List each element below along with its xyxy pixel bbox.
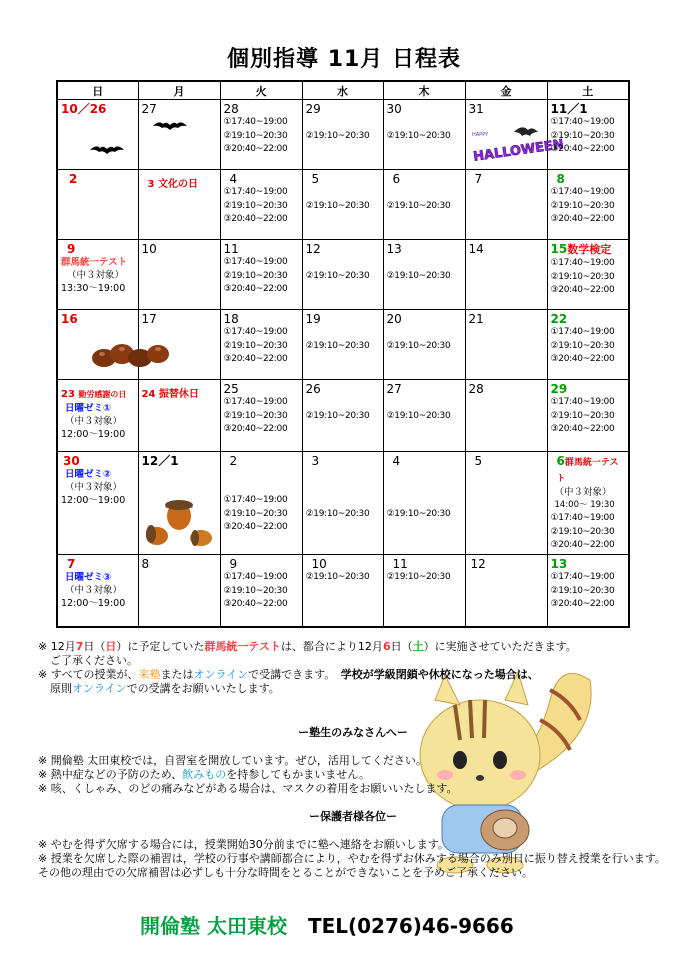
week-row <box>57 452 629 555</box>
day-number: 12 <box>470 557 486 571</box>
day-cell <box>465 380 547 452</box>
slot-3: ③20:40~22:00 <box>550 354 615 364</box>
day-cell <box>383 452 465 555</box>
day-cell <box>302 240 383 310</box>
event-time: 12:00～19:00 <box>61 429 126 440</box>
slot-3: ③20:40~22:00 <box>223 424 288 434</box>
slot-2: ②19:10~20:30 <box>223 270 288 281</box>
day-cell <box>465 240 547 310</box>
day-number: 10／26 <box>61 102 107 116</box>
slot-3: ③20:40~22:00 <box>223 599 288 609</box>
bat-icon <box>90 142 124 156</box>
slot-1: ①17:40~19:00 <box>223 327 288 337</box>
slot-1: ①17:40~19:00 <box>223 257 288 267</box>
notes-section <box>38 640 668 880</box>
day-number: 28 <box>468 382 484 396</box>
event-target: （中３対象） <box>554 487 612 498</box>
weekday-fri: 金 <box>465 81 547 100</box>
note-exam-reschedule-cont: ご了承ください。 <box>50 654 138 667</box>
slot-1: ①17:40~19:00 <box>550 117 615 127</box>
event-target: （中３対象） <box>65 585 123 596</box>
day-number: 10 <box>141 242 157 256</box>
day-number: 16 <box>61 312 78 326</box>
slot-2: ②19:10~20:30 <box>305 572 370 582</box>
weekday-sat: 土 <box>547 81 629 100</box>
day-cell <box>383 555 465 627</box>
weekday-wed: 水 <box>302 81 383 100</box>
footer <box>140 910 514 939</box>
event-target: （中３対象） <box>65 482 123 493</box>
day-number: 9 <box>229 557 238 571</box>
day-cell <box>138 380 220 452</box>
day-cell <box>138 240 220 310</box>
day-number: 18 <box>223 312 239 326</box>
parent-note-1: ※ やむを得ず欠席する場合には，授業開始30分前までに塾へ連絡をお願いします。 <box>38 838 449 851</box>
day-number: 30 <box>386 102 402 116</box>
week-row <box>57 555 629 627</box>
day-number: 6 <box>392 172 401 186</box>
slot-2: ②19:10~20:30 <box>223 130 288 141</box>
note-online-cont: 原則オンラインでの受講をお願いいたします。 <box>50 682 280 695</box>
day-cell <box>383 170 465 240</box>
day-cell <box>302 555 383 627</box>
slot-2: ②19:10~20:30 <box>386 341 451 351</box>
day-number: 5 <box>474 454 483 468</box>
day-number: 6群馬統一テスト <box>556 454 619 484</box>
event-label: 日曜ゼミ① <box>65 403 112 414</box>
slot-1: ①17:40~19:00 <box>550 397 615 407</box>
slot-2: ②19:10~20:30 <box>550 410 615 421</box>
day-number: 11 <box>392 557 408 571</box>
slot-3: ③20:40~22:00 <box>550 599 615 609</box>
day-cell <box>547 452 629 555</box>
slot-2: ②19:10~20:30 <box>305 411 370 421</box>
slot-1: ①17:40~19:00 <box>223 572 288 582</box>
slot-1: ①17:40~19:00 <box>550 187 615 197</box>
slot-1: ①17:40~19:00 <box>550 572 615 582</box>
slot-1: ①17:40~19:00 <box>223 397 288 407</box>
weekday-sun: 日 <box>57 81 138 100</box>
day-number: 13 <box>386 242 402 256</box>
day-cell <box>220 380 302 452</box>
slot-1: ①17:40~19:00 <box>550 513 615 523</box>
event-time: 13:30～19:00 <box>61 283 126 294</box>
day-number: 7 <box>474 172 483 186</box>
slot-2: ②19:10~20:30 <box>386 411 451 421</box>
weekday-header-row <box>57 81 629 100</box>
school-name: 開倫塾 太田東校 <box>140 914 287 938</box>
bat-icon <box>153 120 187 134</box>
day-cell <box>220 452 302 555</box>
week-row <box>57 100 629 170</box>
holiday-label: 3 文化の日 <box>147 179 198 190</box>
week-row <box>57 240 629 310</box>
day-cell <box>220 310 302 380</box>
day-number: 2 <box>69 172 78 186</box>
slot-3: ③20:40~22:00 <box>550 285 615 295</box>
slot-3: ③20:40~22:00 <box>550 540 615 550</box>
day-cell <box>138 310 220 380</box>
event-label: 群馬統一テスト <box>61 257 128 268</box>
student-note-1: ※ 開倫塾 太田東校では，自習室を開放しています。ぜひ，活用してください。 <box>38 754 427 767</box>
schedule-calendar <box>56 80 630 628</box>
day-cell <box>547 100 629 170</box>
slot-2: ②19:10~20:30 <box>386 271 451 281</box>
day-number: 29 <box>550 382 568 396</box>
day-cell <box>302 100 383 170</box>
student-note-3: ※ 咳、くしゃみ、のどの痛みなどがある場合は、マスクの着用をお願いいたします。 <box>38 782 458 795</box>
day-number: 3 <box>311 454 320 468</box>
day-cell <box>547 380 629 452</box>
day-cell <box>383 310 465 380</box>
week-row <box>57 170 629 240</box>
day-number: 27 <box>386 382 402 396</box>
day-cell <box>465 100 565 170</box>
day-cell <box>547 170 629 240</box>
day-cell <box>302 310 383 380</box>
slot-2: ②19:10~20:30 <box>550 526 615 537</box>
day-cell <box>547 310 629 380</box>
slot-2: ②19:10~20:30 <box>305 271 370 281</box>
day-number: 8 <box>141 557 150 571</box>
svg-text:HAPPY: HAPPY <box>471 132 488 138</box>
day-number: 27 <box>141 102 157 116</box>
day-number: 8 <box>556 172 565 186</box>
day-number: 5 <box>311 172 320 186</box>
day-cell <box>57 555 138 627</box>
day-cell <box>383 240 465 310</box>
slot-3: ③20:40~22:00 <box>223 354 288 364</box>
day-cell <box>138 452 220 555</box>
day-cell <box>57 100 138 170</box>
day-number: 12／1 <box>141 454 179 468</box>
slot-2: ②19:10~20:30 <box>386 131 451 141</box>
slot-3: ③20:40~22:00 <box>223 144 288 154</box>
parents-header: ー保護者様各位ー <box>309 810 397 823</box>
slot-2: ②19:10~20:30 <box>223 585 288 596</box>
day-cell <box>465 310 547 380</box>
event-target: （中３対象） <box>65 416 123 427</box>
day-cell <box>465 170 547 240</box>
slot-2: ②19:10~20:30 <box>223 200 288 211</box>
day-number: 11／1 <box>550 102 588 116</box>
holiday-label: 23 勤労感謝の日 <box>61 389 127 400</box>
slot-2: ②19:10~20:30 <box>550 200 615 211</box>
slot-1: ①17:40~19:00 <box>223 117 288 127</box>
slot-2: ②19:10~20:30 <box>550 271 615 282</box>
slot-1: ①17:40~19:00 <box>223 187 288 197</box>
slot-1: ①17:40~19:00 <box>550 327 615 337</box>
slot-2: ②19:10~20:30 <box>386 201 451 211</box>
day-number: 19 <box>305 312 321 326</box>
note-online: ※ すべての授業が、来塾またはオンラインで受講できます。 学校が学級閉鎖や休校になった場合は、 <box>38 668 539 681</box>
weekday-mon: 月 <box>138 81 220 100</box>
day-cell <box>465 452 547 555</box>
weekday-tue: 火 <box>220 81 302 100</box>
event-time: 12:00～19:00 <box>61 598 126 609</box>
event-label: 日曜ゼミ③ <box>65 572 112 583</box>
day-cell <box>302 452 383 555</box>
event-time: 12:00～19:00 <box>61 495 126 506</box>
day-cell <box>220 555 302 627</box>
day-number: 21 <box>468 312 484 326</box>
day-cell <box>383 380 465 452</box>
note-exam-reschedule: ※ 12月7日（日）に予定していた群馬統一テストは、都合により12月6日（土）に実施させていただきます。 <box>38 640 577 653</box>
day-number: 31 <box>468 102 484 116</box>
day-number: 29 <box>305 102 321 116</box>
day-number: 15数学検定 <box>550 242 612 256</box>
day-cell <box>383 100 465 170</box>
day-cell <box>547 240 629 310</box>
day-cell <box>220 100 302 170</box>
event-time: 14:00～ 19:30 <box>554 500 615 510</box>
week-row <box>57 380 629 452</box>
svg-text:HALLOWEEN: HALLOWEEN <box>471 137 565 165</box>
slot-2: ②19:10~20:30 <box>305 509 370 519</box>
slot-2: ②19:10~20:30 <box>550 340 615 351</box>
weekday-thu: 木 <box>383 81 465 100</box>
day-number: 26 <box>305 382 321 396</box>
day-cell <box>138 555 220 627</box>
day-number: 22 <box>550 312 568 326</box>
day-number: 10 <box>311 557 327 571</box>
slot-1: ①17:40~19:00 <box>550 258 615 268</box>
halloween-logo <box>470 122 565 165</box>
slot-3: ③20:40~22:00 <box>550 214 615 224</box>
school-phone: TEL(0276)46-9666 <box>307 914 514 938</box>
acorns-icon <box>143 492 217 550</box>
day-cell <box>220 170 302 240</box>
day-cell <box>57 170 138 240</box>
slot-2: ②19:10~20:30 <box>386 509 451 519</box>
parent-note-2: ※ 授業を欠席した際の補習は，学校の行事や講師都合により，やむを得ずお休みする場合のみ別日に振り替え授業を行います。その他の理由での欠席補習は必ずしも十分な時間をとることができないことを予めご了承ください。 <box>38 852 666 879</box>
slot-2: ②19:10~20:30 <box>550 585 615 596</box>
event-target: （中３対象） <box>67 270 125 281</box>
slot-3: ③20:40~22:00 <box>550 144 615 154</box>
day-number: 9 <box>67 242 76 256</box>
slot-2: ②19:10~20:30 <box>386 572 451 582</box>
slot-2: ②19:10~20:30 <box>223 410 288 421</box>
slot-2: ②19:10~20:30 <box>223 340 288 351</box>
day-cell <box>302 170 383 240</box>
week-row <box>57 310 629 380</box>
day-number: 28 <box>223 102 239 116</box>
day-number: 4 <box>229 172 238 186</box>
day-cell <box>302 380 383 452</box>
slot-1: ①17:40~19:00 <box>223 495 288 505</box>
day-number: 30 <box>63 454 80 468</box>
day-cell <box>138 100 220 170</box>
slot-3: ③20:40~22:00 <box>223 284 288 294</box>
day-number: 4 <box>392 454 401 468</box>
day-number: 11 <box>223 242 239 256</box>
day-number: 20 <box>386 312 402 326</box>
slot-3: ③20:40~22:00 <box>223 214 288 224</box>
day-cell <box>220 240 302 310</box>
slot-3: ③20:40~22:00 <box>223 522 288 532</box>
day-number: 14 <box>468 242 484 256</box>
day-cell <box>57 452 138 555</box>
day-number: 25 <box>223 382 239 396</box>
day-cell <box>465 555 547 627</box>
day-cell <box>57 380 138 452</box>
slot-3: ③20:40~22:00 <box>550 424 615 434</box>
slot-2: ②19:10~20:30 <box>305 131 370 141</box>
day-number: 7 <box>67 557 76 571</box>
day-cell <box>547 555 629 627</box>
day-number: 12 <box>305 242 321 256</box>
slot-2: ②19:10~20:30 <box>305 201 370 211</box>
students-header: ー塾生のみなさんへー <box>298 726 408 739</box>
slot-2: ②19:10~20:30 <box>305 341 370 351</box>
day-number: 17 <box>141 312 157 326</box>
event-label: 日曜ゼミ② <box>65 469 112 480</box>
student-note-2: ※ 熱中症などの予防のため、飲みものを持参してもかまいません。 <box>38 768 370 781</box>
holiday-label: 24 振替休日 <box>141 389 199 400</box>
day-cell <box>57 240 138 310</box>
day-number: 2 <box>229 454 238 468</box>
day-number: 13 <box>550 557 568 571</box>
page-title: 個別指導 11月 日程表 <box>227 47 461 72</box>
day-cell <box>57 310 138 380</box>
day-cell <box>138 170 220 240</box>
slot-2: ②19:10~20:30 <box>223 508 288 519</box>
slot-2: ②19:10~20:30 <box>550 130 615 141</box>
